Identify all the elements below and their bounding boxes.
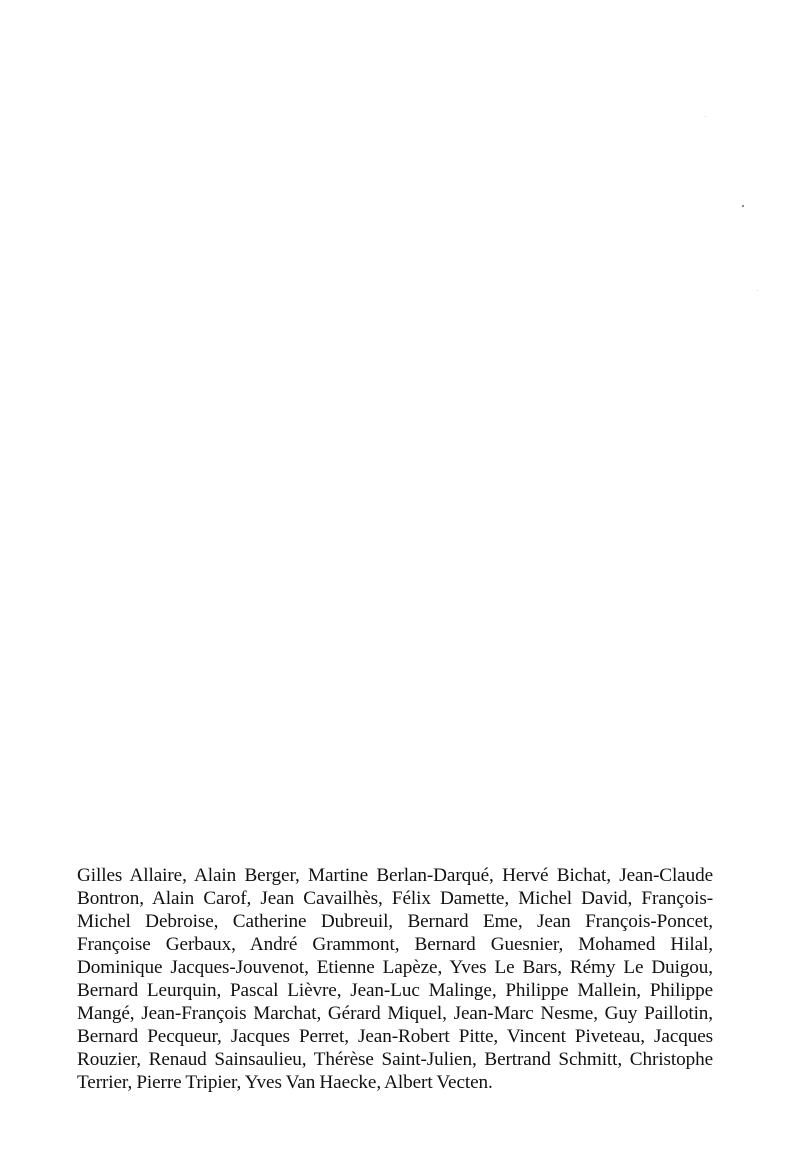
scan-speck bbox=[705, 116, 706, 117]
contributors-paragraph: Gilles Allaire, Alain Berger, Martine Berlan-Darqué, Hervé Bichat, Jean-Claude Bontron, Alain Carof, Jean Cavailhès, Félix Damette, Michel David, François-Michel Debroise, Catherine Dubreuil, Bernard Eme, Jean François-Poncet, Françoise Gerbaux, André Grammont, Bernard Guesnier, Mohamed Hilal, Dominique Jacques-Jouvenot, Etienne Lapèze, Yves Le Bars, Rémy Le Duigou, Bernard Leurquin, Pascal Lièvre, Jean-Luc Malinge, Philippe Mallein, Philippe Mangé, Jean-François Marchat, Gérard Miquel, Jean-Marc Nesme, Guy Paillotin, Bernard Pecqueur, Jacques Perret, Jean-Robert Pitte, Vincent Piveteau, Jacques Rouzier, Renaud Sainsaulieu, Thérèse Saint-Julien, Bertrand Schmitt, Christophe Terrier, Pierre Tripier, Yves Van Haecke, Albert Vecten. bbox=[77, 865, 713, 1093]
scan-speck bbox=[757, 290, 758, 291]
scan-speck bbox=[742, 205, 744, 207]
